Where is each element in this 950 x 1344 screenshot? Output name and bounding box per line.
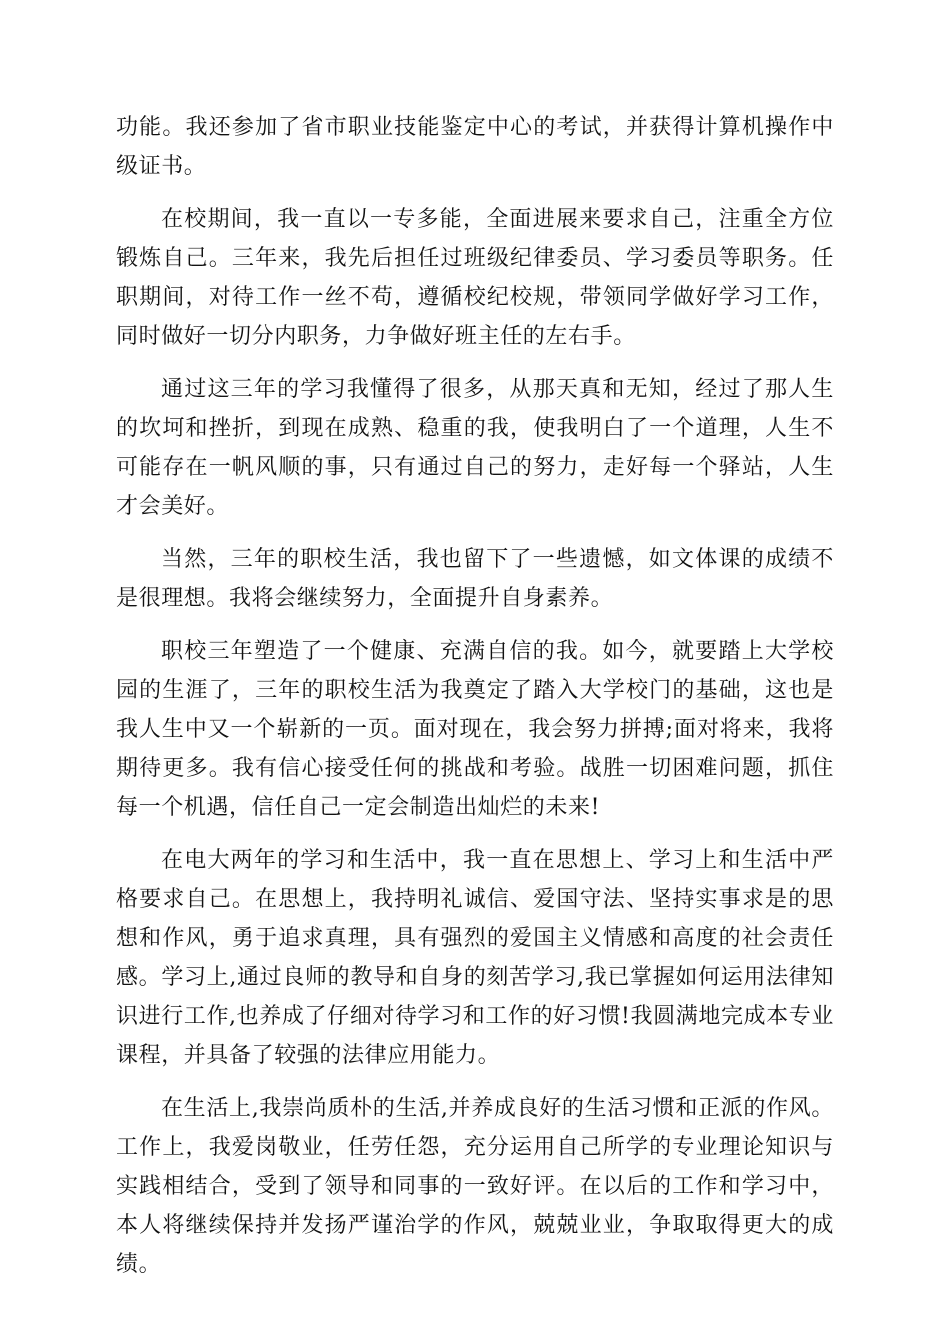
paragraph-continuation: 功能。我还参加了省市职业技能鉴定中心的考试，并获得计算机操作中级证书。 xyxy=(116,115,834,179)
paragraph-school-period: 在校期间，我一直以一专多能，全面进展来要求自己，注重全方位锻炼自己。三年来，我先后担任过班级纪律委员、学习委员等职务。任职期间，对待工作一丝不苟，遵循校纪校规，带领同学做好学习工作，同时做好一切分内职务，力争做好班主任的左右手。 xyxy=(116,207,834,349)
paragraph-life-and-work: 在生活上,我崇尚质朴的生活,并养成良好的生活习惯和正派的作风。工作上，我爱岗敬业，任劳任怨，充分运用自己所学的专业理论知识与实践相结合，受到了领导和同事的一致好评。在以后的工作和学习中，本人将继续保持并发扬严谨治学的作风，兢兢业业，争取取得更大的成绩。 xyxy=(116,1096,834,1277)
paragraph-regrets: 当然，三年的职校生活，我也留下了一些遗憾，如文体课的成绩不是很理想。我将会继续努力，全面提升自身素养。 xyxy=(116,547,834,611)
paragraph-confidence: 职校三年塑造了一个健康、充满自信的我。如今，就要踏上大学校园的生涯了，三年的职校生活为我奠定了踏入大学校门的基础，这也是我人生中又一个崭新的一页。面对现在，我会努力拼搏;面对将来，我将期待更多。我有信心接受任何的挑战和考验。战胜一切困难问题，抓住每一个机遇，信任自己一定会制造出灿烂的未来! xyxy=(116,639,834,820)
paragraph-three-years-learning: 通过这三年的学习我懂得了很多，从那天真和无知，经过了那人生的坎坷和挫折，到现在成熟、稳重的我，使我明白了一个道理，人生不可能存在一帆风顺的事，只有通过自己的努力，走好每一个驿站，人生才会美好。 xyxy=(116,377,834,519)
paragraph-tv-university: 在电大两年的学习和生活中，我一直在思想上、学习上和生活中严格要求自己。在思想上，我持明礼诚信、爱国守法、坚持实事求是的思想和作风，勇于追求真理，具有强烈的爱国主义情感和高度的社会责任感。学习上,通过良师的教导和自身的刻苦学习,我已掌握如何运用法律知识进行工作,也养成了仔细对待学习和工作的好习惯!我圆满地完成本专业课程，并具备了较强的法律应用能力。 xyxy=(116,848,834,1068)
document-body xyxy=(116,108,834,1298)
